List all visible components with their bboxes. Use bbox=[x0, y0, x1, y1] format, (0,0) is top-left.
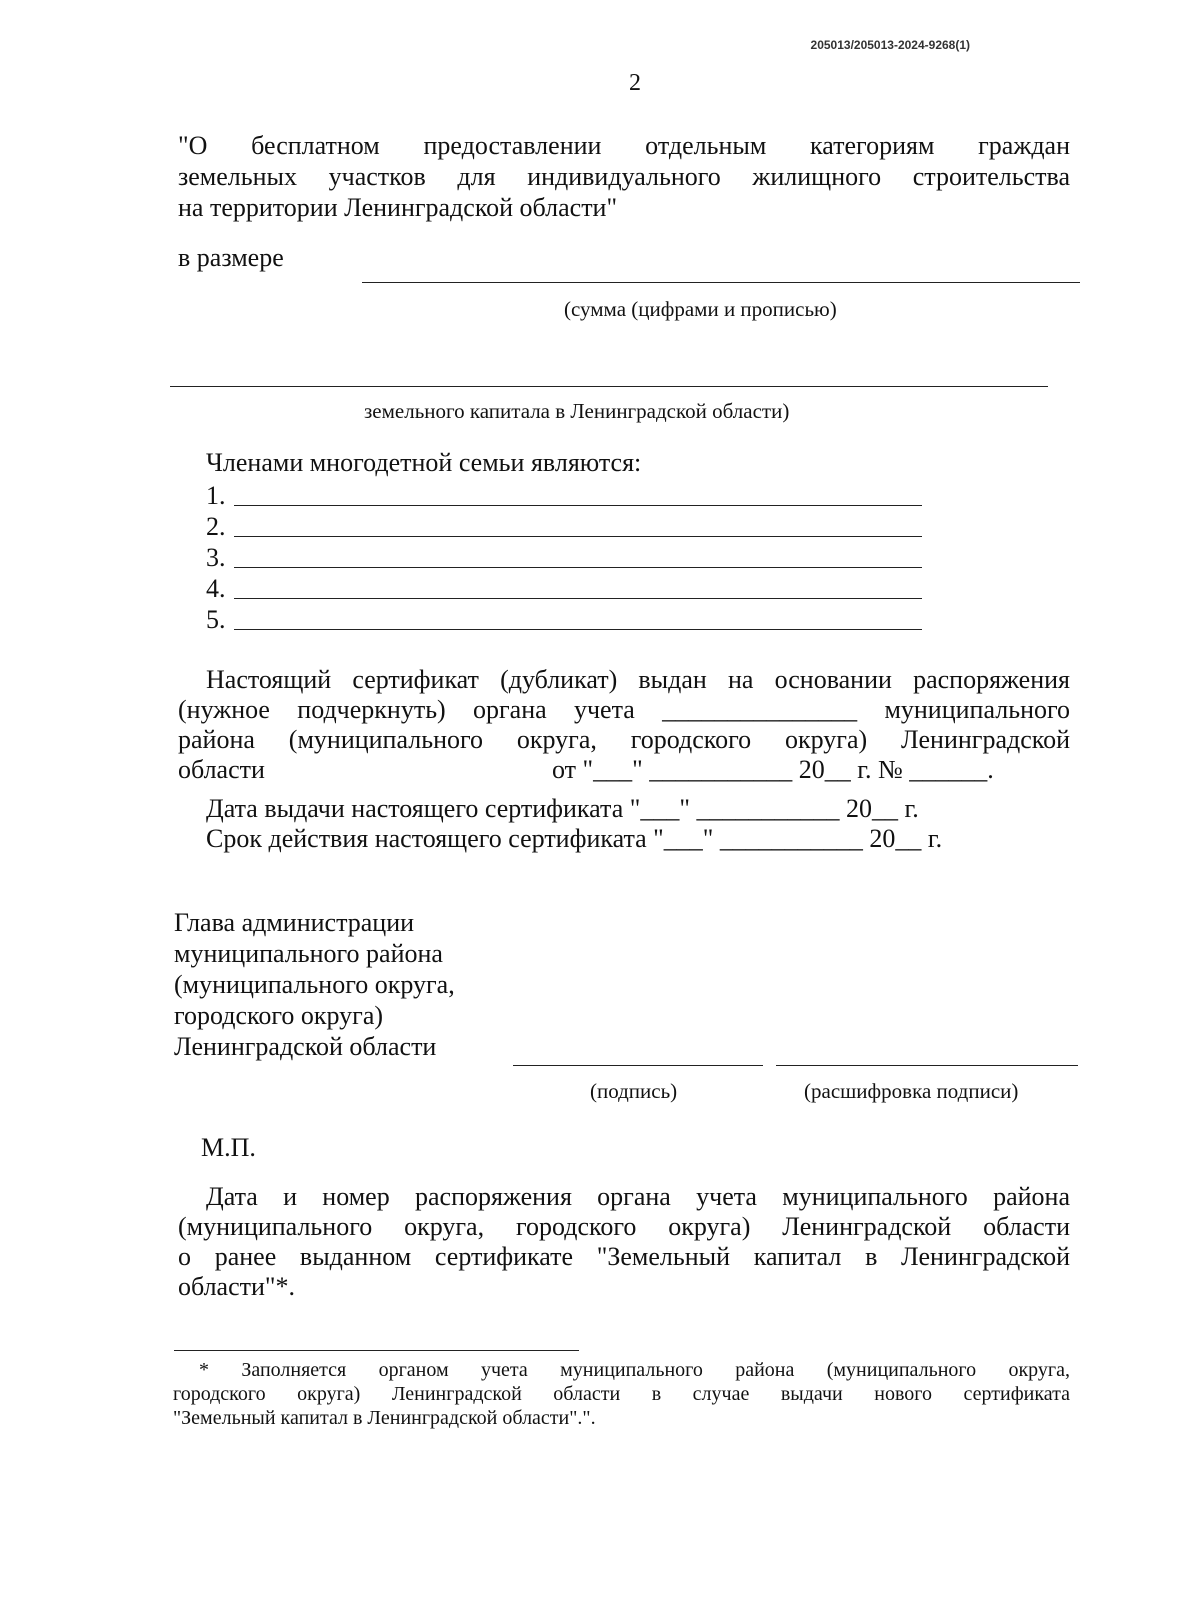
document-id: 205013/205013-2024-9268(1) bbox=[810, 38, 970, 52]
footnote-line-1: * Заполняется органом учета муниципального района (муниципального округа, bbox=[199, 1359, 1070, 1381]
prior-paragraph bbox=[178, 1182, 1070, 1302]
basis-line-4-left: области bbox=[178, 755, 265, 784]
amount-caption-2: земельного капитала в Ленинградской области) bbox=[364, 399, 790, 423]
amount-label: в размере bbox=[178, 243, 284, 272]
member-row-4 bbox=[206, 574, 226, 604]
member-line-2 bbox=[234, 536, 922, 537]
member-line-4 bbox=[234, 598, 922, 599]
amount-words-blank-line bbox=[170, 386, 1048, 387]
title-line-1: "О бесплатном предоставлении отдельным категориям граждан bbox=[178, 131, 1070, 160]
signature-line bbox=[513, 1065, 763, 1066]
members-heading: Членами многодетной семьи являются: bbox=[206, 448, 642, 477]
basis-paragraph bbox=[178, 665, 1070, 755]
prior-line-4: области"*. bbox=[178, 1272, 296, 1301]
member-row-1 bbox=[206, 481, 226, 511]
member-line-3 bbox=[234, 567, 922, 568]
signatory-line-5: Ленинградской области bbox=[174, 1032, 437, 1061]
title-line-2: земельных участков для индивидуального жилищного строительства bbox=[178, 162, 1070, 191]
member-line-5 bbox=[234, 629, 922, 630]
issue-date: Дата выдачи настоящего сертификата "___" ___________ 20__ г. bbox=[206, 794, 919, 823]
member-line-1 bbox=[234, 505, 922, 506]
member-number: 3. bbox=[206, 543, 226, 572]
footnote-separator bbox=[174, 1350, 579, 1351]
member-row-5 bbox=[206, 605, 226, 635]
document-title bbox=[178, 130, 1070, 223]
basis-line-1: Настоящий сертификат (дубликат) выдан на основании распоряжения bbox=[206, 665, 1070, 694]
basis-line-3: района (муниципального округа, городского округа) Ленинградской bbox=[178, 725, 1070, 754]
signatory-line-4: городского округа) bbox=[174, 1001, 384, 1030]
footnote bbox=[173, 1358, 1070, 1430]
footnote-line-3: "Земельный капитал в Ленинградской области".". bbox=[173, 1407, 596, 1429]
amount-blank-line bbox=[362, 282, 1080, 283]
validity-date: Срок действия настоящего сертификата "___" ___________ 20__ г. bbox=[206, 824, 943, 853]
signatory-line-2: муниципального района bbox=[174, 939, 443, 968]
member-row-2 bbox=[206, 512, 226, 542]
member-row-3 bbox=[206, 543, 226, 573]
title-line-3: на территории Ленинградской области" bbox=[178, 193, 618, 222]
prior-line-1: Дата и номер распоряжения органа учета муниципального района bbox=[206, 1182, 1070, 1211]
amount-caption: (сумма (цифрами и прописью) bbox=[564, 297, 837, 321]
prior-line-3: о ранее выданном сертификате "Земельный капитал в Ленинградской bbox=[178, 1242, 1070, 1271]
prior-line-2: (муниципального округа, городского округа) Ленинградской области bbox=[178, 1212, 1070, 1241]
signature-decode-line bbox=[776, 1065, 1078, 1066]
member-number: 4. bbox=[206, 574, 226, 603]
signatory-line-1: Глава администрации bbox=[174, 908, 415, 937]
basis-line-2: (нужное подчеркнуть) органа учета _______________ муниципального bbox=[178, 695, 1070, 724]
member-number: 1. bbox=[206, 481, 226, 510]
basis-line-4-right: от "___" ___________ 20__ г. № ______. bbox=[552, 755, 994, 784]
signature-decode-caption: (расшифровка подписи) bbox=[804, 1079, 1019, 1103]
member-number: 5. bbox=[206, 605, 226, 634]
member-number: 2. bbox=[206, 512, 226, 541]
signature-caption: (подпись) bbox=[590, 1079, 678, 1103]
page-number: 2 bbox=[629, 70, 641, 96]
signatory-block bbox=[174, 907, 455, 1062]
signatory-line-3: (муниципального округа, bbox=[174, 970, 455, 999]
footnote-line-2: городского округа) Ленинградской области в случае выдачи нового сертификата bbox=[173, 1383, 1070, 1405]
seal-label: М.П. bbox=[201, 1133, 256, 1162]
